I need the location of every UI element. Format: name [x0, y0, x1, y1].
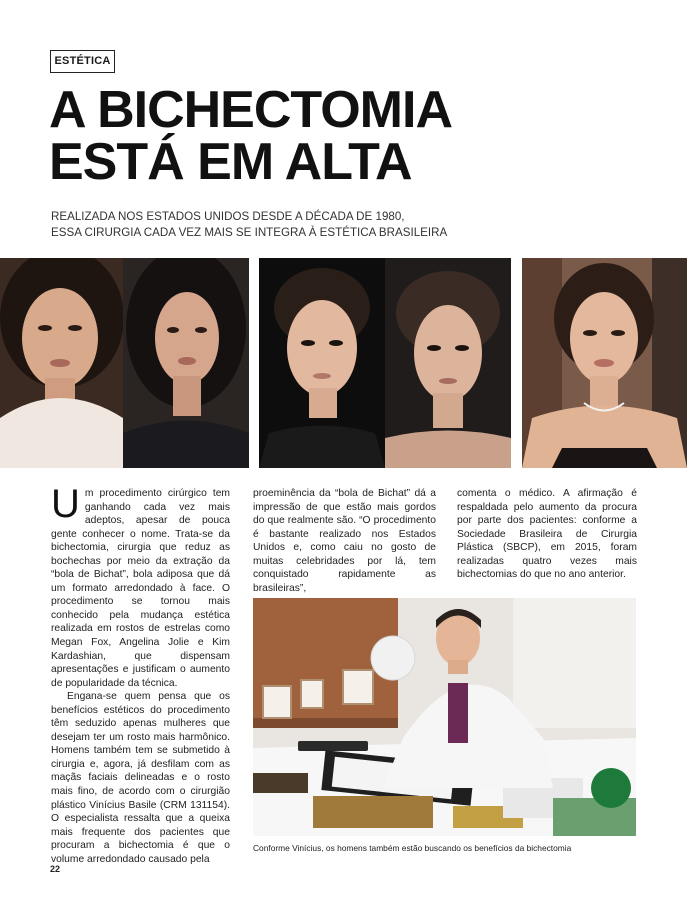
photo-portrait-1 [0, 258, 123, 468]
subtitle-line-2: ESSA CIRURGIA CADA VEZ MAIS SE INTEGRA À ESTÉTICA BRASILEIRA [51, 226, 448, 239]
headline-line-1: A BICHECTOMIA [49, 81, 452, 139]
article-column-2 [253, 487, 436, 595]
article-column-1 [51, 482, 230, 866]
photo-portrait-2 [123, 258, 249, 468]
headline [49, 81, 649, 191]
paragraph-4: comenta o médico. A afirmação é respaldada pelo aumento da procura por parte dos pacientes: conforme a Sociedade Brasileira de Cirurgia Plástica (SBCP), em 2015, foram realizadas quatro vezes mais bichectomias do que no ano anterior. [457, 488, 637, 581]
portrait-icon [522, 258, 687, 468]
photo-caption: Conforme Vinícius, os homens também estão buscando os benefícios da bichectomia [253, 843, 572, 853]
drop-cap: U [51, 482, 80, 526]
photo-portrait-3 [259, 258, 385, 468]
portrait-after-icon [385, 258, 511, 468]
headline-line-2: ESTÁ EM ALTA [49, 133, 412, 191]
paragraph-2: Engana-se quem pensa que os benefícios estéticos do procedimento têm seduzido apenas mulheres que desejam ter um rosto mais harmônico. Homens também tem se submetido à cirurgia e, agora, já desfilam com as maçãs faciais delineadas e o rosto mais fino, de acordo com o cirurgião plástico Vinícius Basile (CRM 131154). O especialista ressalta que a queixa mais frequente dos pacientes que procuram a bichectomia é que o volume arredondado causado pela [51, 691, 230, 865]
paragraph-1 [51, 482, 230, 690]
paragraph-3: proeminência da “bola de Bichat” dá a impressão de que estão mais gordos do que realmente são. “O procedimento é bastante realizado nos Estados Unidos e, como caiu no gosto de muitas celebridades por lá, tem conquistado rapidamente as brasileiras”, [253, 488, 436, 594]
portrait-after-icon [123, 258, 249, 468]
doctor-at-desk-icon [253, 598, 636, 836]
subtitle [51, 209, 651, 241]
photo-portrait-5 [522, 258, 687, 468]
portrait-before-icon [259, 258, 385, 468]
article-column-3 [457, 487, 637, 582]
photo-portrait-4 [385, 258, 511, 468]
paragraph-1-text: m procedimento cirúrgico tem ganhando cada vez mais adeptos, apesar de pouca gente conhecer o nome. Trata-se da bichectomia, cirurgia que reduz as bochechas por meio da extração da “bola de Bichat”, bola adiposa que dá um formato arredondado à face. O procedimento se tornou mais conhecido pela mudança estética realizada em rostos de estrelas como Megan Fox, Angelina Jolie e Kim Kardashian, que dispensam apresentações e justificam o aumento de popularidade da técnica. [51, 488, 230, 689]
subtitle-line-1: REALIZADA NOS ESTADOS UNIDOS DESDE A DÉCADA DE 1980, [51, 210, 405, 223]
doctor-photo [253, 598, 636, 836]
portrait-before-icon [0, 258, 123, 468]
page-number: 22 [50, 864, 61, 874]
section-tag: ESTÉTICA [50, 50, 115, 73]
